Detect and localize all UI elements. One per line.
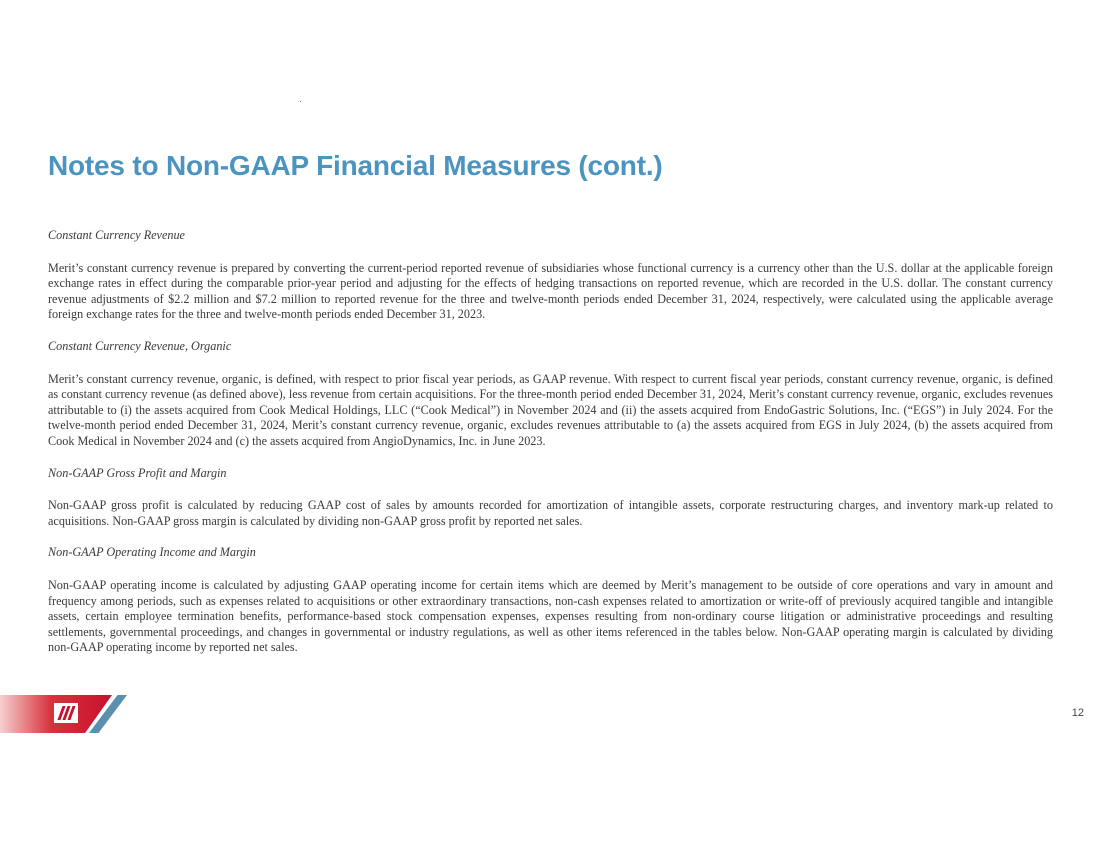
section-body: Non-GAAP gross profit is calculated by reducing GAAP cost of sales by amounts recorded for amortization of intangible assets, corporate restructuring charges, and inventory mark-up related to acquisitions. Non-GAAP gross margin is calculated by dividing non-GAAP gross profit by reported net sales. bbox=[48, 498, 1053, 528]
section-heading: Constant Currency Revenue bbox=[48, 228, 185, 242]
merit-logo-icon bbox=[54, 703, 78, 723]
section-heading: Non-GAAP Gross Profit and Margin bbox=[48, 465, 227, 480]
notes-content bbox=[48, 228, 1053, 672]
page-number: 12 bbox=[1071, 707, 1084, 719]
section-operating-income-margin bbox=[48, 545, 1053, 656]
section-heading: Constant Currency Revenue, Organic bbox=[48, 338, 232, 353]
section-constant-currency-revenue bbox=[48, 228, 1053, 323]
section-body: Merit’s constant currency revenue, organic, is defined, with respect to prior fiscal year periods, as GAAP revenue. With respect to current fiscal year periods, constant currency revenue, organic, is defined as constant currency revenue (as defined above), less revenue from certain acquisitions. For the three-month period ended December 31, 2024, Merit’s constant currency revenue, organic, excludes revenues attributable to (i) the assets acquired from Cook Medical Holdings, LLC (“Cook Medical”) in November 2024 and (ii) the assets acquired from EndoGastric Solutions, Inc. (“EGS”) in July 2024. For the twelve-month period ended December 31, 2024, Merit’s constant currency revenue, organic, excludes revenues attributable to (a) the assets acquired from EGS in July 2024, (b) the assets acquired from Cook Medical in November 2024 and (c) the assets acquired from AngioDynamics, Inc. in June 2023. bbox=[48, 371, 1053, 448]
page-title: Notes to Non-GAAP Financial Measures (cont.) bbox=[48, 150, 663, 181]
section-gross-profit-margin bbox=[48, 466, 1053, 530]
footer-brand-bar bbox=[0, 695, 1100, 733]
section-heading: Non-GAAP Operating Income and Margin bbox=[48, 545, 256, 560]
decorative-dot bbox=[300, 101, 301, 102]
section-constant-currency-revenue-organic bbox=[48, 339, 1053, 450]
section-body: Non-GAAP operating income is calculated by adjusting GAAP operating income for certain items which are deemed by Merit’s management to be outside of core operations and vary in amount and frequency among periods, such as expenses related to acquisitions or other extraordinary transactions, non-cash expenses related to amortization or write-off of previously acquired tangible and intangible assets, certain employee termination benefits, performance-based stock compensation expenses, expenses resulting from non-ordinary course litigation or administrative proceedings and resulting settlements, governmental proceedings, and changes in governmental or industry regulations, as well as other items referenced in the tables below. Non-GAAP operating margin is calculated by dividing non-GAAP operating income by reported net sales. bbox=[48, 577, 1053, 655]
section-body: Merit’s constant currency revenue is prepared by converting the current-period reported revenue of subsidiaries whose functional currency is a currency other than the U.S. dollar at the applicable foreign exchange rates in effect during the comparable prior-year period and adjusting for the effects of hedging transactions on reported revenue, which are recorded in the U.S. dollar. The constant currency revenue adjustments of $2.2 million and $7.2 million to reported revenue for the three and twelve-month periods ended December 31, 2024, respectively, were calculated using the applicable average foreign exchange rates for the three and twelve-month periods ended December 31, 2023. bbox=[48, 260, 1053, 322]
